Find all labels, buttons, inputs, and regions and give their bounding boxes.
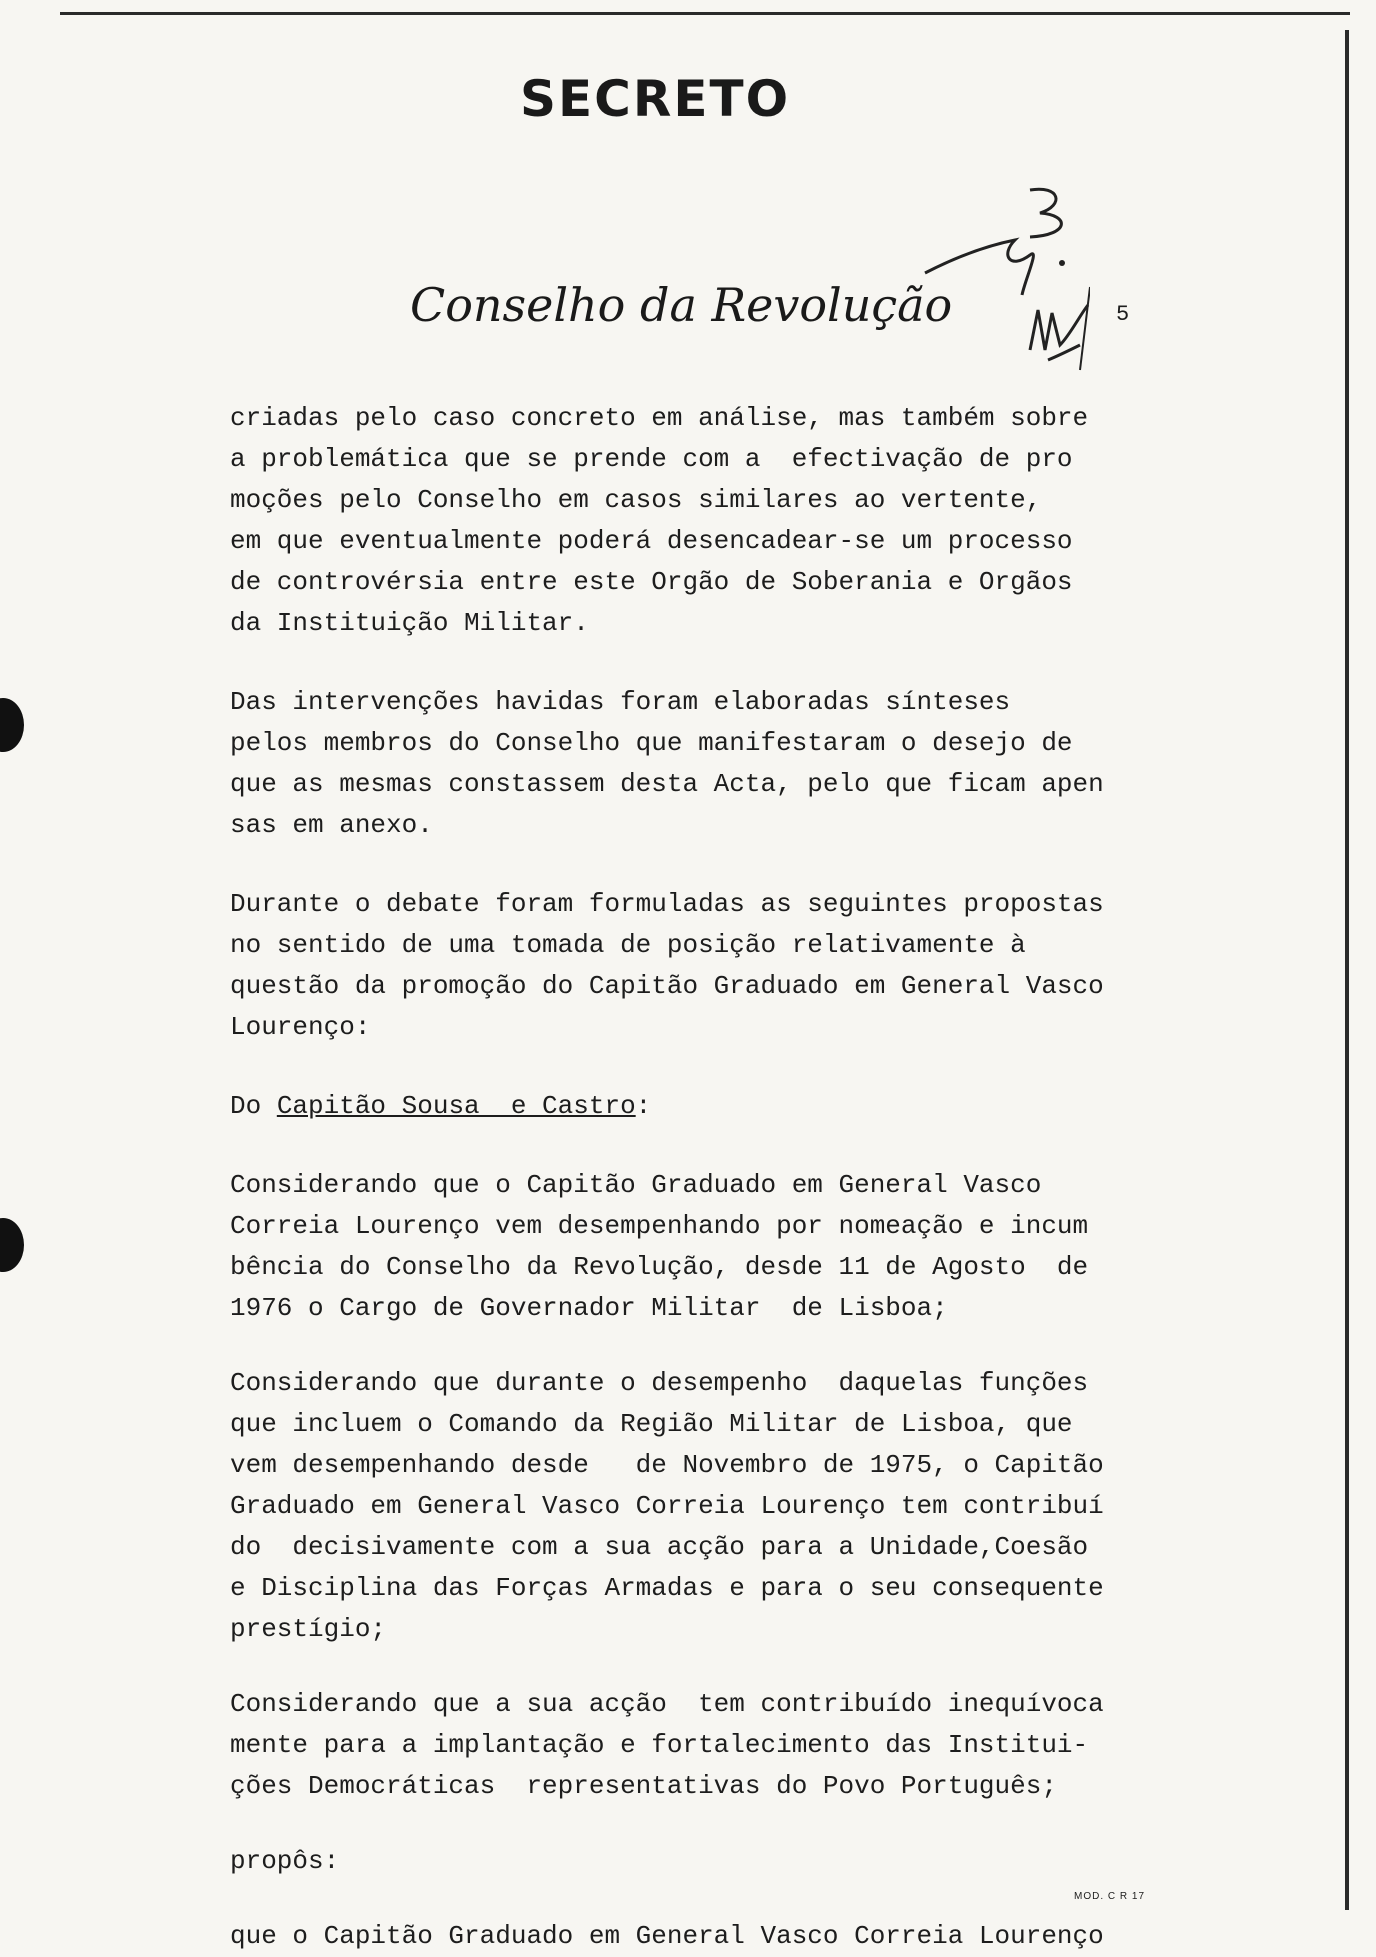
form-code: MOD. C R 17 <box>1074 1891 1146 1902</box>
paragraph-2 <box>230 682 1310 846</box>
text-line: questão da promoção do Capitão Graduado em General Vasco <box>230 971 1104 1001</box>
text-line: Lourenço: <box>230 1012 371 1042</box>
text-line: e Disciplina das Forças Armadas e para o seu consequente <box>230 1573 1104 1603</box>
text-line: do decisivamente com a sua acção para a Unidade,Coesão <box>230 1532 1089 1562</box>
text-line: Considerando que o Capitão Graduado em General Vasco <box>230 1170 1042 1200</box>
text-line: bência do Conselho da Revolução, desde 11 de Agosto de <box>230 1252 1089 1282</box>
page-top-edge <box>60 12 1350 15</box>
classification-stamp: SECRETO <box>520 70 791 128</box>
text-line: propôs: <box>230 1846 340 1876</box>
page-right-edge <box>1345 30 1349 1910</box>
text-line: ções Democráticas representativas do Povo Português; <box>230 1771 1057 1801</box>
paragraph-3 <box>230 884 1310 1048</box>
text-line: Graduado em General Vasco Correia Lourenço tem contribuí <box>230 1491 1104 1521</box>
proposer-name: Capitão Sousa e Castro <box>276 1091 636 1121</box>
handwritten-signature <box>920 185 1090 395</box>
text-line: Correia Lourenço vem desempenhando por nomeação e incum <box>230 1211 1089 1241</box>
punch-hole-upper <box>0 698 24 752</box>
text-line: moções pelo Conselho em casos similares ao vertente, <box>230 485 1042 515</box>
text-line: mente para a implantação e fortalecimento das Institui- <box>230 1730 1089 1760</box>
punch-hole-lower <box>0 1218 24 1272</box>
paragraph-5 <box>230 1363 1310 1650</box>
text-line: que o Capitão Graduado em General Vasco Correia Lourenço <box>230 1921 1104 1951</box>
paragraph-8 <box>230 1916 1310 1957</box>
text-line: no sentido de uma tomada de posição relativamente à <box>230 930 1026 960</box>
text-line: em que eventualmente poderá desencadear-se um processo <box>230 526 1073 556</box>
paragraph-6 <box>230 1684 1310 1807</box>
text-line: sas em anexo. <box>230 810 433 840</box>
text-line: de controvérsia entre este Orgão de Soberania e Orgãos <box>230 567 1073 597</box>
letterhead: Conselho da Revolução <box>410 278 953 332</box>
text-line: Considerando que a sua acção tem contribuído inequívoca <box>230 1689 1104 1719</box>
text-line: vem desempenhando desde de Novembro de 1975, o Capitão <box>230 1450 1104 1480</box>
proposer-heading <box>230 1086 1310 1127</box>
document-body <box>230 398 1310 1957</box>
text-line: prestígio; <box>230 1614 387 1644</box>
paragraph-4 <box>230 1165 1310 1329</box>
text-line: Das intervenções havidas foram elaboradas sínteses <box>230 687 1011 717</box>
text-line: a problemática que se prende com a efectivação de pro <box>230 444 1073 474</box>
text-line: Durante o debate foram formuladas as seguintes propostas <box>230 889 1104 919</box>
text-line: criadas pelo caso concreto em análise, mas também sobre <box>230 403 1089 433</box>
text-line: da Instituição Militar. <box>230 608 589 638</box>
text-line: Considerando que durante o desempenho daquelas funções <box>230 1368 1089 1398</box>
paragraph-1 <box>230 398 1310 644</box>
text-line: que incluem o Comando da Região Militar de Lisboa, que <box>230 1409 1073 1439</box>
page-number: 5 <box>1116 302 1130 327</box>
text-line: 1976 o Cargo de Governador Militar de Lisboa; <box>230 1293 948 1323</box>
text-line: que as mesmas constassem desta Acta, pelo que ficam apen <box>230 769 1104 799</box>
paragraph-7 <box>230 1841 1310 1882</box>
proposer-suffix: : <box>635 1091 652 1121</box>
text-line: pelos membros do Conselho que manifestaram o desejo de <box>230 728 1073 758</box>
proposer-prefix: Do <box>230 1091 277 1121</box>
